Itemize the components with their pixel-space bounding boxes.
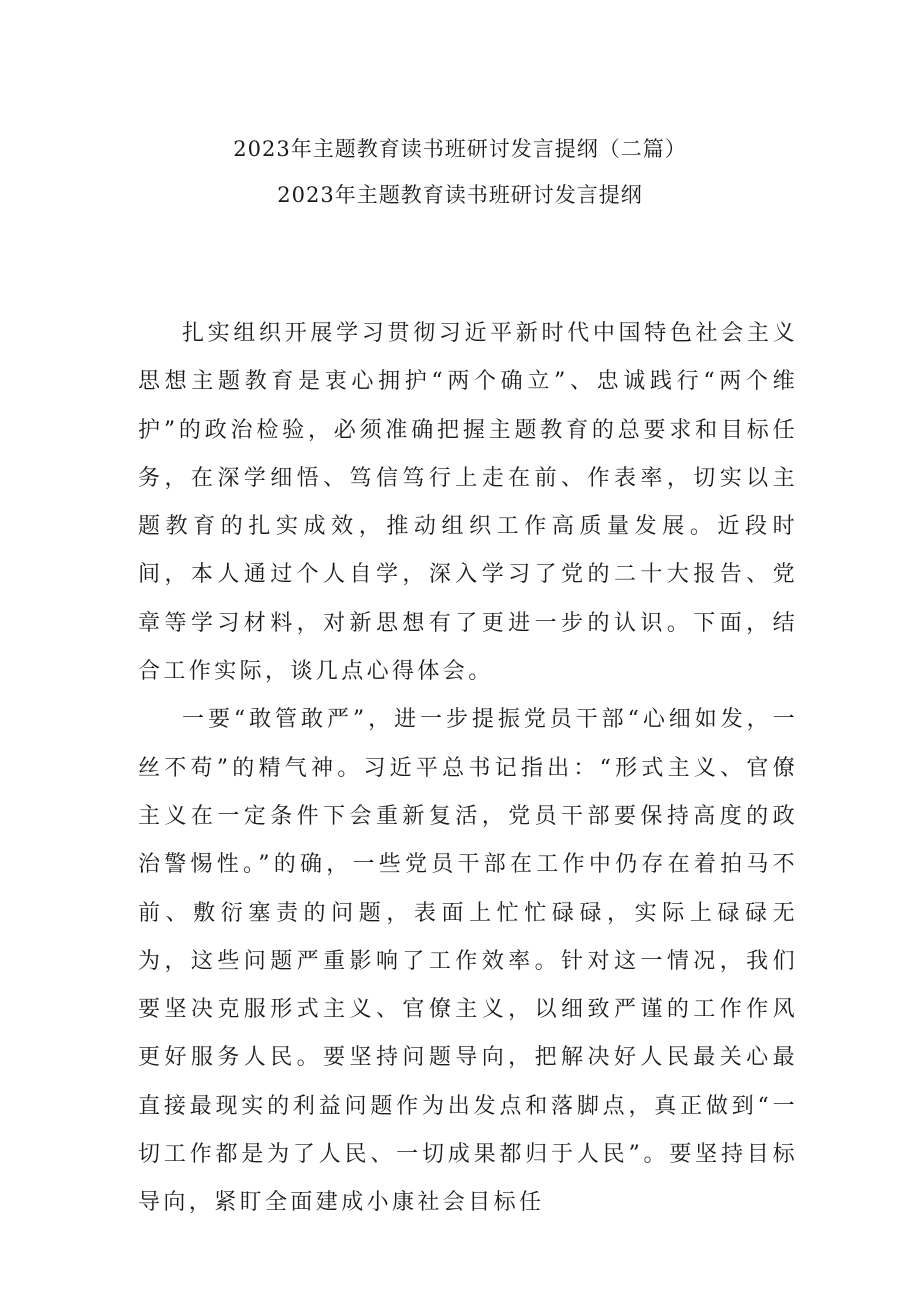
document-title: 2023年主题教育读书班研讨发言提纲（二篇） [233,137,687,161]
paragraph-point-one: 一要“敢管敢严”，进一步提振党员干部“心细如发，一丝不苟”的精气神。习近平总书记指出：“形式主义、官僚主义在一定条件下会重新复活，党员干部要保持高度的政治警惕性。”的确，一些党员干部在工作中仍存在着拍马不前、敷衍塞责的问题，表面上忙忙碌碌，实际上碌碌无为，这些问题严重影响了工作效率。针对这一情况，我们要坚决克服形式主义、官僚主义，以细致严谨的工作作风更好服务人民。要坚持问题导向，把解决好人民最关心最直接最现实的利益问题作为出发点和落脚点，真正做到“一切工作都是为了人民、一切成果都归于人民”。要坚持目标导向，紧盯全面建成小康社会目标任 [138,707,798,1216]
document-body [138,310,798,1228]
paragraph-intro: 扎实组织开展学习贯彻习近平新时代中国特色社会主义思想主题教育是衷心拥护“两个确立”、忠诚践行“两个维护”的政治检验，必须准确把握主题教育的总要求和目标任务，在深学细悟、笃信笃行上走在前、作表率，切实以主题教育的扎实成效，推动组织工作高质量发展。近段时间，本人通过个人自学，深入学习了党的二十大报告、党章等学习材料，对新思想有了更进一步的认识。下面，结合工作实际，谈几点心得体会。 [138,321,798,685]
document-subtitle: 2023年主题教育读书班研讨发言提纲 [277,183,643,207]
